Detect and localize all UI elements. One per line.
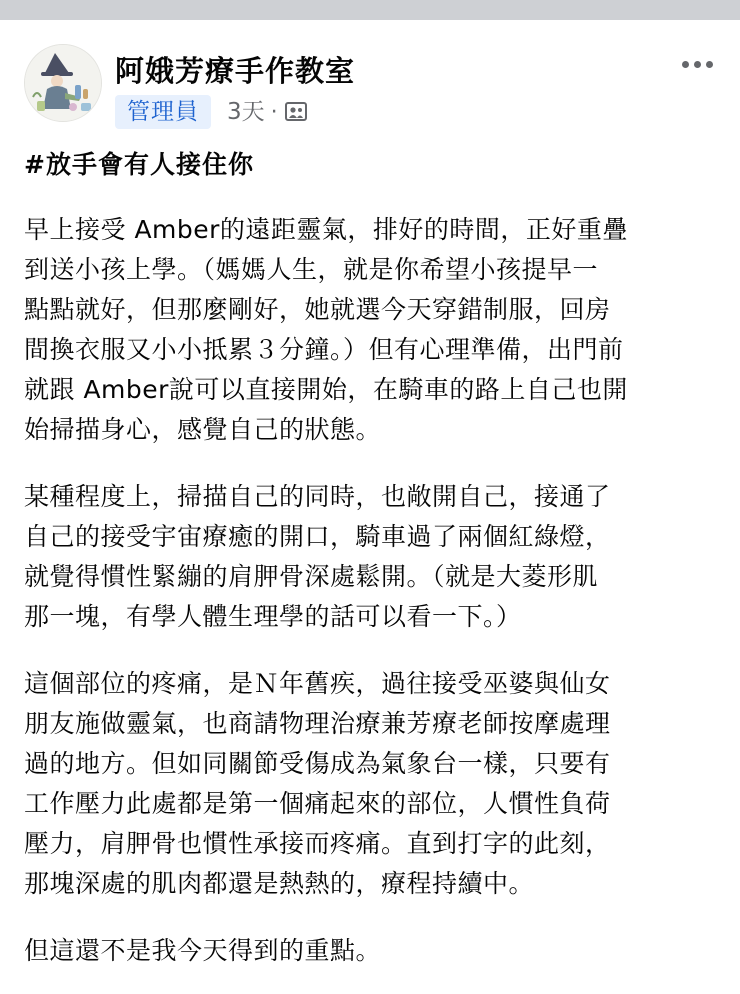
group-post [0,20,740,994]
group-name[interactable]: 阿娥芳療手作教室 [115,54,356,88]
more-options-icon-dot [694,61,701,68]
hashtag[interactable]: #放手會有人接住你 [24,150,254,179]
post-timestamp[interactable]: 3天 [227,99,265,125]
post-paragraph: 早上接受 Amber的遠距靈氣，排好的時間，正好重疊 到送小孩上學。（媽媽人生，就是你希望小孩提早一 點點就好，但那麼剛好，她就選今天穿錯制服，回房 間換衣服又小小抵累３分鐘。）但有心理準備，出門前 就跟 Amber說可以直接開始，在騎車的路上自己也開 始掃描身心，感覺自己的狀態。 [24,215,628,444]
top-divider-bar [0,0,740,20]
more-options-icon [682,61,689,68]
more-options-icon-dot [706,61,713,68]
post-paragraph: 這個部位的疼痛，是Ｎ年舊疾，過往接受巫婆與仙女 朋友施做靈氣，也商請物理治療兼芳療老師按摩處理 過的地方。但如同關節受傷成為氣象台一樣，只要有 工作壓力此處都是第一個痛起來的部位，人慣性負荷 壓力，肩胛骨也慣性承接而疼痛。直到打字的此刻， 那塊深處的肌肉都還是熱熱的，療程持續中。 [24,669,611,898]
meta-separator: · [270,99,278,125]
group-audience-icon[interactable] [284,101,310,123]
admin-badge: 管理員 [115,95,211,129]
witch-illustration-icon [25,45,101,121]
post-paragraph: 但這還不是我今天得到的重點。 [24,936,382,965]
more-options-button[interactable] [672,46,722,80]
group-avatar[interactable] [24,44,102,122]
post-meta [115,94,310,130]
post-body [24,145,724,971]
post-paragraph: 某種程度上，掃描自己的同時，也敞開自己，接通了 自己的接受宇宙療癒的開口，騎車過了兩個紅綠燈， 就覺得慣性緊繃的肩胛骨深處鬆開。（就是大菱形肌 那一塊，有學人體生理學的話可以看一下。） [24,482,611,631]
